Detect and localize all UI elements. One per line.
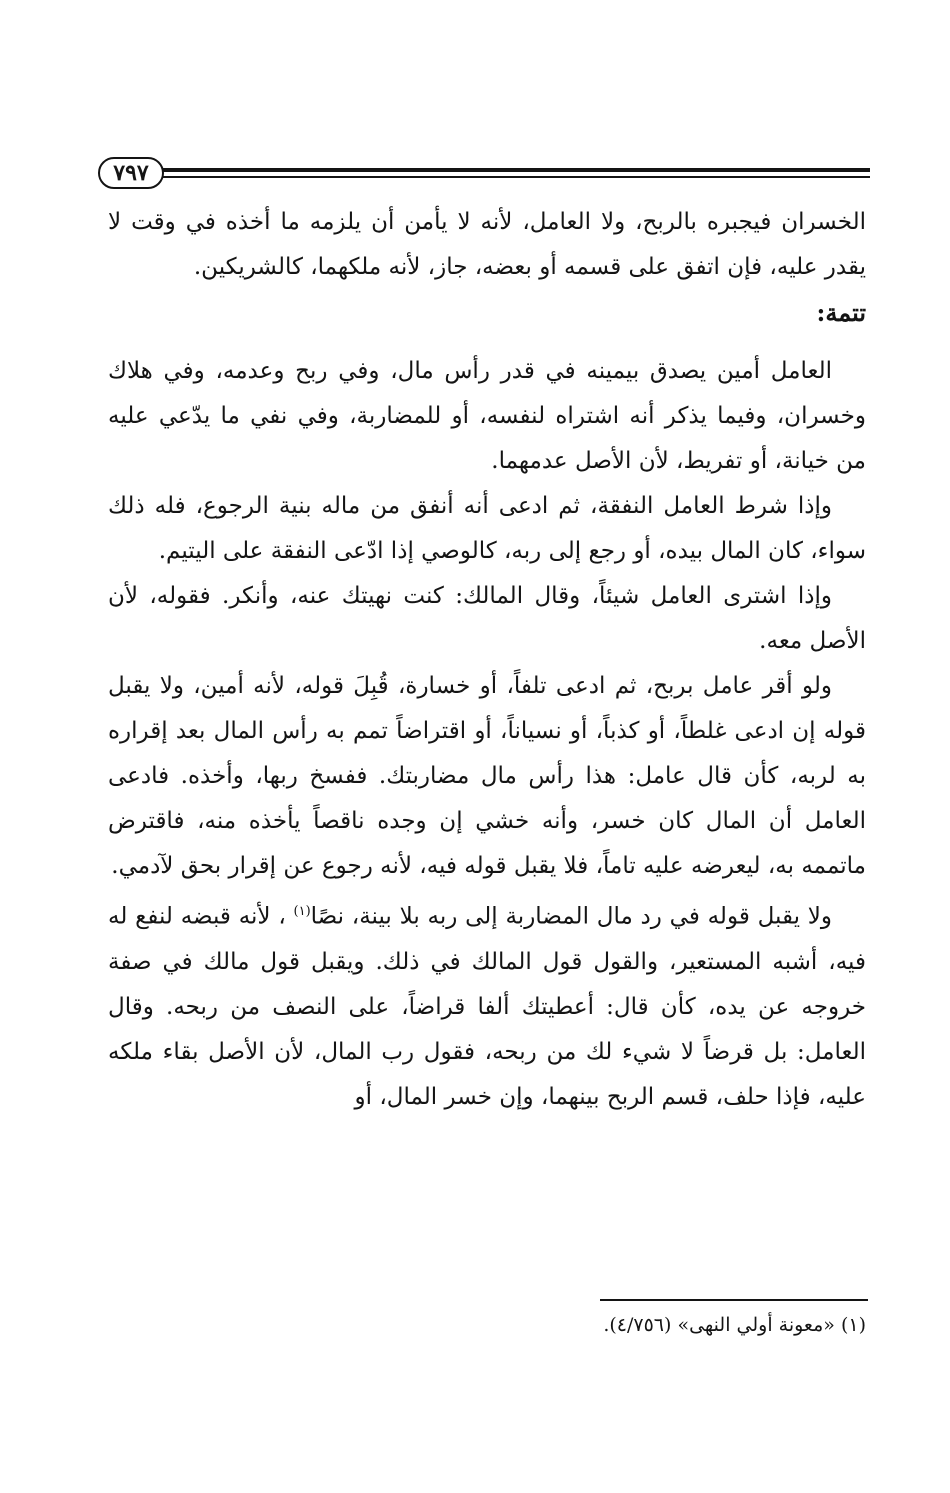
- paragraph-6: [108, 889, 866, 1120]
- footnote-separator: [600, 1299, 868, 1301]
- paragraph-2: العامل أمين يصدق بيمينه في قدر رأس مال، وفي ربح وعدمه، وفي هلاك وخسران، وفيما يذكر أنه اشتراه لنفسه، أو للمضاربة، وفي نفي ما يدّعي عليه من خيانة، أو تفريط، لأن الأصل عدمهما.: [108, 358, 866, 474]
- footnote-reference[interactable]: (١): [293, 904, 311, 919]
- section-heading: تتمة:: [816, 298, 866, 327]
- paragraph-1: الخسران فيجبره بالربح، ولا العامل، لأنه لا يأمن أن يلزمه ما أخذه في وقت لا يقدر عليه، فإن اتفق على قسمه أو بعضه، جاز، لأنه ملكهما، كالشريكين.: [108, 209, 866, 280]
- header-rule: [154, 168, 870, 172]
- paragraph-4: وإذا اشترى العامل شيئاً، وقال المالك: كنت نهيتك عنه، وأنكر. فقوله، لأن الأصل معه.: [108, 583, 866, 654]
- paragraph-3: وإذا شرط العامل النفقة، ثم ادعى أنه أنفق من ماله بنية الرجوع، فله ذلك سواء، كان المال بيده، أو رجع إلى ربه، كالوصي إذا ادّعى النفقة على اليتيم.: [108, 493, 866, 564]
- page-number: ٧٩٧: [98, 157, 164, 189]
- page-header: [98, 157, 870, 191]
- main-text: [108, 200, 866, 1120]
- header-rule-thin: [154, 176, 870, 178]
- paragraph-6-part-b: ، لأنه قبضه لنفع له فيه، أشبه المستعير، والقول قول المالك في ذلك. ويقبل قول مالك في صفة خروجه عن يده، كأن قال: أعطيتك ألفا قراضاً، على النصف من ربحه. وقال العامل: بل قرضاً لا شيء لك من ربحه، فقول رب المال، لأن الأصل بقاء ملكه عليه، فإذا حلف، قسم الربح بينهما، وإن خسر المال، أو: [108, 903, 866, 1110]
- paragraph-6-part-a: ولا يقبل قوله في رد مال المضاربة إلى ربه بلا بينة، نصًا: [310, 903, 832, 930]
- paragraph-5: ولو أقر عامل بربح، ثم ادعى تلفاً، أو خسارة، قُبِلَ قوله، لأنه أمين، ولا يقبل قوله إن ادعى غلطاً، أو كذباً، أو نسياناً، أو اقتراضاً تمم به رأس المال بعد إقراره به لربه، كأن قال عامل: هذا رأس مال مضاربتك. ففسخ ربها، وأخذه. فادعى العامل أن المال كان خسر، وأنه خشي إن وجده ناقصاً يأخذه منه، فاقترض ماتممه به، ليعرضه عليه تاماً، فلا يقبل قوله فيه، لأنه رجوع عن إقرار بحق لآدمي.: [108, 673, 866, 879]
- footnote-1: (١) «معونة أولي النهى» (٤/٧٥٦).: [603, 1314, 866, 1336]
